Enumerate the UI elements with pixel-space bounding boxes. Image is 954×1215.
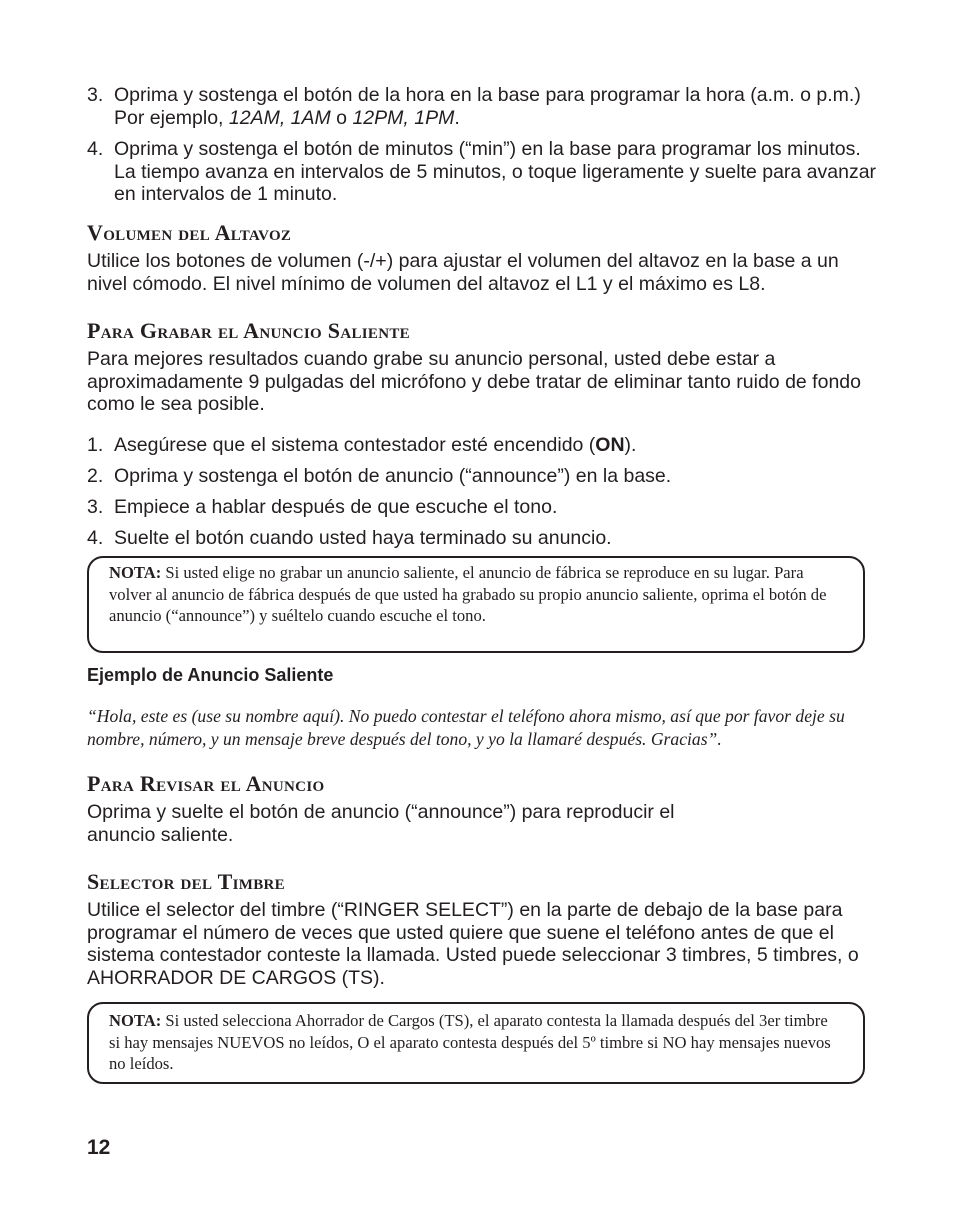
step-number: 3.	[87, 496, 104, 518]
page-number: 12	[87, 1136, 111, 1159]
note-box-selector	[87, 1002, 865, 1084]
heading-volumen-altavoz: Volumen del Altavoz	[87, 220, 292, 245]
note-text: Si usted selecciona Ahorrador de Cargos (TS), el aparato contesta la llamada después del 3er timbre si hay mensajes NUEVOS no leídos, O el aparato contesta después del 5º timbre si NO hay mensajes nuevos no leídos.	[109, 1011, 831, 1073]
step-text: Oprima y sostenga el botón de la hora en la base para programar la hora (a.m. o p.m.) Por ejemplo, 12AM, 1AM o 12PM, 1PM.	[114, 84, 861, 129]
note-box-grabar	[87, 556, 865, 653]
grabar-step-3	[87, 496, 877, 519]
note-label: NOTA:	[109, 1011, 162, 1030]
step-text: Empiece a hablar después de que escuche el tono.	[114, 496, 558, 518]
grabar-step-2	[87, 465, 877, 488]
heading-ejemplo-anuncio: Ejemplo de Anuncio Saliente	[87, 665, 334, 685]
ejemplo-quote: “Hola, este es (use su nombre aquí). No puedo contestar el teléfono ahora mismo, así que por favor deje su nombre, número, y un mensaje breve después del tono, y yo la llamaré después. Gracias”.	[87, 706, 845, 749]
step-number: 4.	[87, 138, 104, 160]
step-4-minutes	[87, 138, 877, 206]
heading-grabar-anuncio: Para Grabar el Anuncio Saliente	[87, 318, 410, 343]
grabar-step-1	[87, 434, 877, 457]
note-label: NOTA:	[109, 563, 162, 582]
step-3-hour	[87, 84, 877, 129]
volumen-paragraph: Utilice los botones de volumen (-/+) para ajustar el volumen del altavoz en la base a un nivel cómodo. El nivel mínimo de volumen del altavoz el L1 y el máximo es L8.	[87, 250, 839, 295]
step-number: 2.	[87, 465, 104, 487]
selector-paragraph: Utilice el selector del timbre (“RINGER SELECT”) en la parte de debajo de la base para programar el número de veces que usted quiere que suene el teléfono antes de que el sistema contestador conteste la llamada. Usted puede seleccionar 3 timbres, 5 timbres, o AHORRADOR DE CARGOS (TS).	[87, 899, 859, 989]
heading-revisar-anuncio: Para Revisar el Anuncio	[87, 771, 325, 796]
step-text: Asegúrese que el sistema contestador esté encendido (ON).	[114, 434, 637, 456]
step-text: Oprima y sostenga el botón de anuncio (“announce”) en la base.	[114, 465, 672, 487]
step-number: 1.	[87, 434, 104, 456]
step-text: Oprima y sostenga el botón de minutos (“min”) en la base para programar los minutos. La tiempo avanza en intervalos de 5 minutos, o toque ligeramente y suelte para avanzar en intervalos de 1 minuto.	[114, 138, 877, 205]
grabar-paragraph: Para mejores resultados cuando grabe su anuncio personal, usted debe estar a aproximadamente 9 pulgadas del micrófono y debe tratar de eliminar tanto ruido de fondo como le sea posible.	[87, 348, 861, 415]
heading-selector-timbre: Selector del Timbre	[87, 869, 285, 894]
step-text: Suelte el botón cuando usted haya terminado su anuncio.	[114, 527, 612, 549]
revisar-paragraph: Oprima y suelte el botón de anuncio (“announce”) para reproducir el anuncio saliente.	[87, 801, 675, 846]
grabar-step-4	[87, 527, 877, 550]
step-number: 3.	[87, 84, 104, 106]
step-number: 4.	[87, 527, 104, 549]
note-text: Si usted elige no grabar un anuncio saliente, el anuncio de fábrica se reproduce en su lugar. Para volver al anuncio de fábrica después de que usted ha grabado su propio anuncio saliente, oprima el botón de anuncio (“announce”) y suéltelo cuando escuche el tono.	[109, 563, 827, 625]
